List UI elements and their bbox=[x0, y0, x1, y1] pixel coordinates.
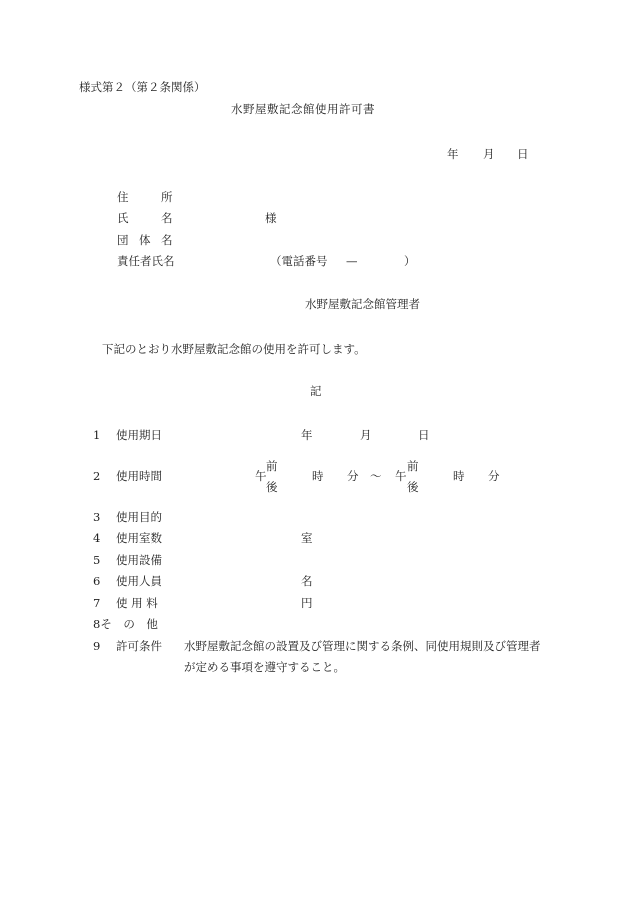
body-text: 下記のとおり水野屋敷記念館の使用を許可します。 bbox=[102, 342, 366, 356]
end-am: 前 bbox=[407, 459, 419, 473]
date-year: 年 bbox=[447, 147, 459, 161]
item-7-label: 使 用 料 bbox=[116, 596, 158, 610]
end-noon: 午 bbox=[395, 469, 407, 483]
start-minute: 分 bbox=[347, 469, 359, 483]
item-7-number: 7 bbox=[93, 596, 101, 610]
item-1-year: 年 bbox=[301, 428, 313, 442]
address-label-1: 住 bbox=[117, 190, 129, 204]
item-3-number: 3 bbox=[93, 510, 101, 524]
item-9-label: 許可条件 bbox=[116, 639, 162, 653]
ki-heading: 記 bbox=[310, 384, 322, 398]
item-1-label: 使用期日 bbox=[116, 428, 162, 442]
item-1-number: 1 bbox=[93, 428, 101, 442]
end-hour: 時 bbox=[453, 469, 465, 483]
end-pm: 後 bbox=[407, 480, 419, 494]
group-label-3: 名 bbox=[161, 233, 173, 247]
phone-dash: — bbox=[346, 254, 358, 268]
item-8-label: 8そ の 他 bbox=[93, 617, 158, 631]
start-pm: 後 bbox=[266, 480, 278, 494]
phone-open: （電話番号 bbox=[270, 254, 328, 268]
item-5-number: 5 bbox=[93, 553, 101, 567]
item-2-label: 使用時間 bbox=[116, 469, 162, 483]
start-noon: 午 bbox=[255, 469, 267, 483]
item-3-label: 使用目的 bbox=[116, 510, 162, 524]
item-6-number: 6 bbox=[93, 574, 101, 588]
name-label-2: 名 bbox=[161, 211, 173, 225]
phone-close: ） bbox=[404, 254, 416, 268]
item-4-number: 4 bbox=[93, 531, 101, 545]
name-label-1: 氏 bbox=[117, 211, 129, 225]
representative-label: 責任者氏名 bbox=[117, 254, 175, 268]
form-number: 様式第２（第２条関係） bbox=[79, 80, 206, 94]
item-7-unit: 円 bbox=[301, 596, 313, 610]
date-day: 日 bbox=[517, 147, 529, 161]
end-minute: 分 bbox=[488, 469, 500, 483]
issuer: 水野屋敷記念館管理者 bbox=[305, 297, 420, 311]
document-title: 水野屋敷記念館使用許可書 bbox=[231, 102, 375, 116]
item-4-unit: 室 bbox=[301, 531, 313, 545]
start-hour: 時 bbox=[312, 469, 324, 483]
item-6-label: 使用人員 bbox=[116, 574, 162, 588]
time-tilde: ～ bbox=[370, 469, 382, 483]
date-month: 月 bbox=[483, 147, 495, 161]
item-2-number: 2 bbox=[93, 469, 101, 483]
honorific-sama: 様 bbox=[265, 211, 277, 225]
group-label-1: 団 bbox=[117, 233, 129, 247]
conditions-line-2: が定める事項を遵守すること。 bbox=[184, 660, 345, 674]
item-6-unit: 名 bbox=[301, 574, 313, 588]
address-label-2: 所 bbox=[161, 190, 173, 204]
group-label-2: 体 bbox=[139, 233, 151, 247]
conditions-line-1: 水野屋敷記念館の設置及び管理に関する条例、同使用規則及び管理者 bbox=[184, 639, 541, 653]
item-1-day: 日 bbox=[418, 428, 430, 442]
item-4-label: 使用室数 bbox=[116, 531, 162, 545]
item-1-month: 月 bbox=[360, 428, 372, 442]
item-5-label: 使用設備 bbox=[116, 553, 162, 567]
start-am: 前 bbox=[266, 459, 278, 473]
item-9-number: 9 bbox=[93, 639, 101, 653]
